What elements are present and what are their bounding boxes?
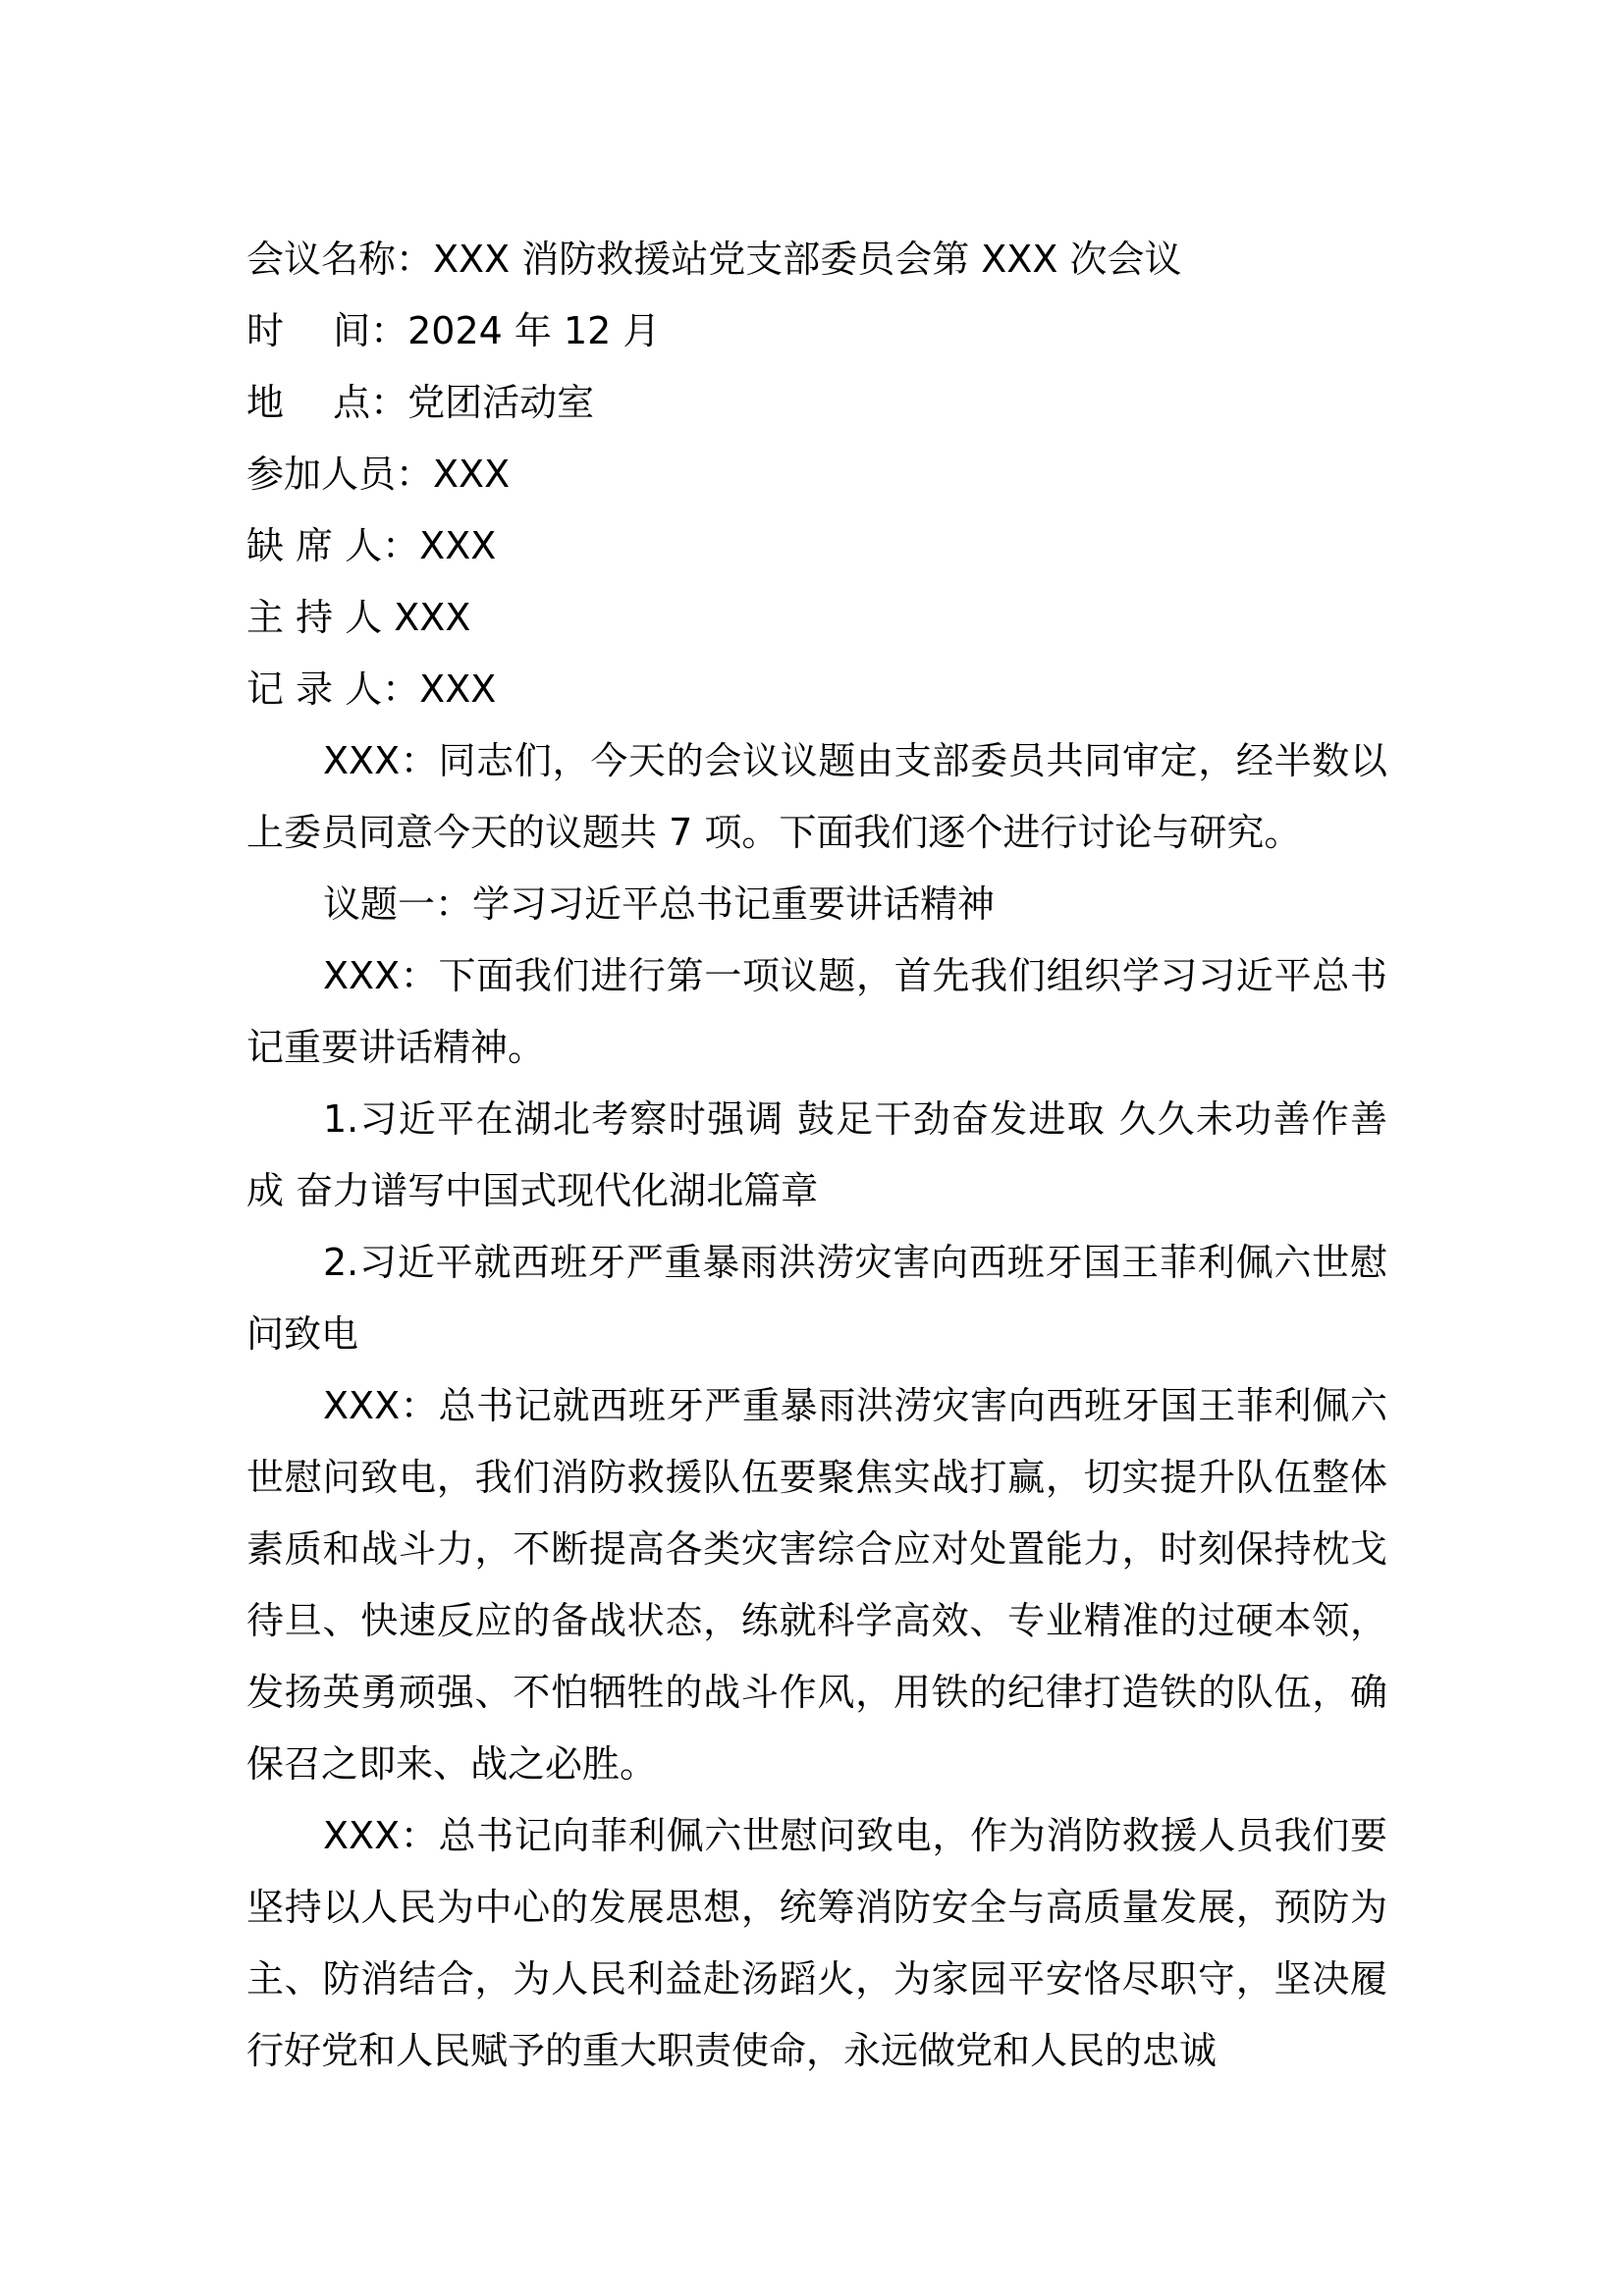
document-page [246, 224, 1387, 2087]
field-absentees [246, 510, 1387, 582]
paragraph-agenda-item-one: 议题一：学习习近平总书记重要讲话精神 [323, 882, 996, 926]
field-value: 2024 年 12 月 [407, 309, 661, 352]
paragraph-study-item-1: 1.习近平在湖北考察时强调 鼓足干劲奋发进取 久久未功善作善成 奋力谱写中国式现代化湖北篇章 [246, 1097, 1387, 1212]
paragraph-study-intro: XXX：下面我们进行第一项议题，首先我们组织学习习近平总书记重要讲话精神。 [246, 954, 1387, 1069]
field-time [246, 295, 1387, 367]
field-label: 记 录 人： [246, 667, 420, 711]
field-label: 地 点： [246, 381, 408, 424]
paragraph-opening: XXX：同志们，今天的会议议题由支部委员共同审定，经半数以上委员同意今天的议题共 7 项。下面我们逐个进行讨论与研究。 [246, 739, 1387, 854]
field-location [246, 367, 1387, 439]
paragraph-discussion-2: XXX：总书记向菲利佩六世慰问致电，作为消防救援人员我们要坚持以人民为中心的发展思想，统筹消防安全与高质量发展，预防为主、防消结合，为人民利益赴汤蹈火，为家园平安恪尽职守，坚决履行好党和人民赋予的重大职责使命，永远做党和人民的忠诚 [246, 1814, 1387, 2072]
field-value: XXX [419, 667, 497, 711]
field-label: 主 持 人 [246, 596, 395, 639]
field-meeting-name [246, 224, 1387, 295]
field-recorder [246, 654, 1387, 725]
field-label: 会议名称： [246, 238, 434, 281]
field-label: 时 间： [246, 309, 408, 352]
paragraph-study-item-2: 2.习近平就西班牙严重暴雨洪涝灾害向西班牙国王菲利佩六世慰问致电 [246, 1241, 1387, 1356]
field-label: 参加人员： [246, 453, 434, 496]
field-label: 缺 席 人： [246, 524, 420, 567]
paragraph-discussion-1: XXX：总书记就西班牙严重暴雨洪涝灾害向西班牙国王菲利佩六世慰问致电，我们消防救援队伍要聚焦实战打赢，切实提升队伍整体素质和战斗力，不断提高各类灾害综合应对处置能力，时刻保持枕戈待旦、快速反应的备战状态，练就科学高效、专业精准的过硬本领，发扬英勇顽强、不怕牺牲的战斗作风，用铁的纪律打造铁的队伍，确保召之即来、战之必胜。 [246, 1384, 1387, 1786]
field-value: XXX 消防救援站党支部委员会第 XXX 次会议 [433, 238, 1182, 281]
field-value: 党团活动室 [407, 381, 595, 424]
field-value: XXX [433, 453, 511, 496]
field-value: XXX [394, 596, 471, 639]
field-host [246, 582, 1387, 654]
field-value: XXX [419, 524, 497, 567]
field-attendees [246, 439, 1387, 510]
